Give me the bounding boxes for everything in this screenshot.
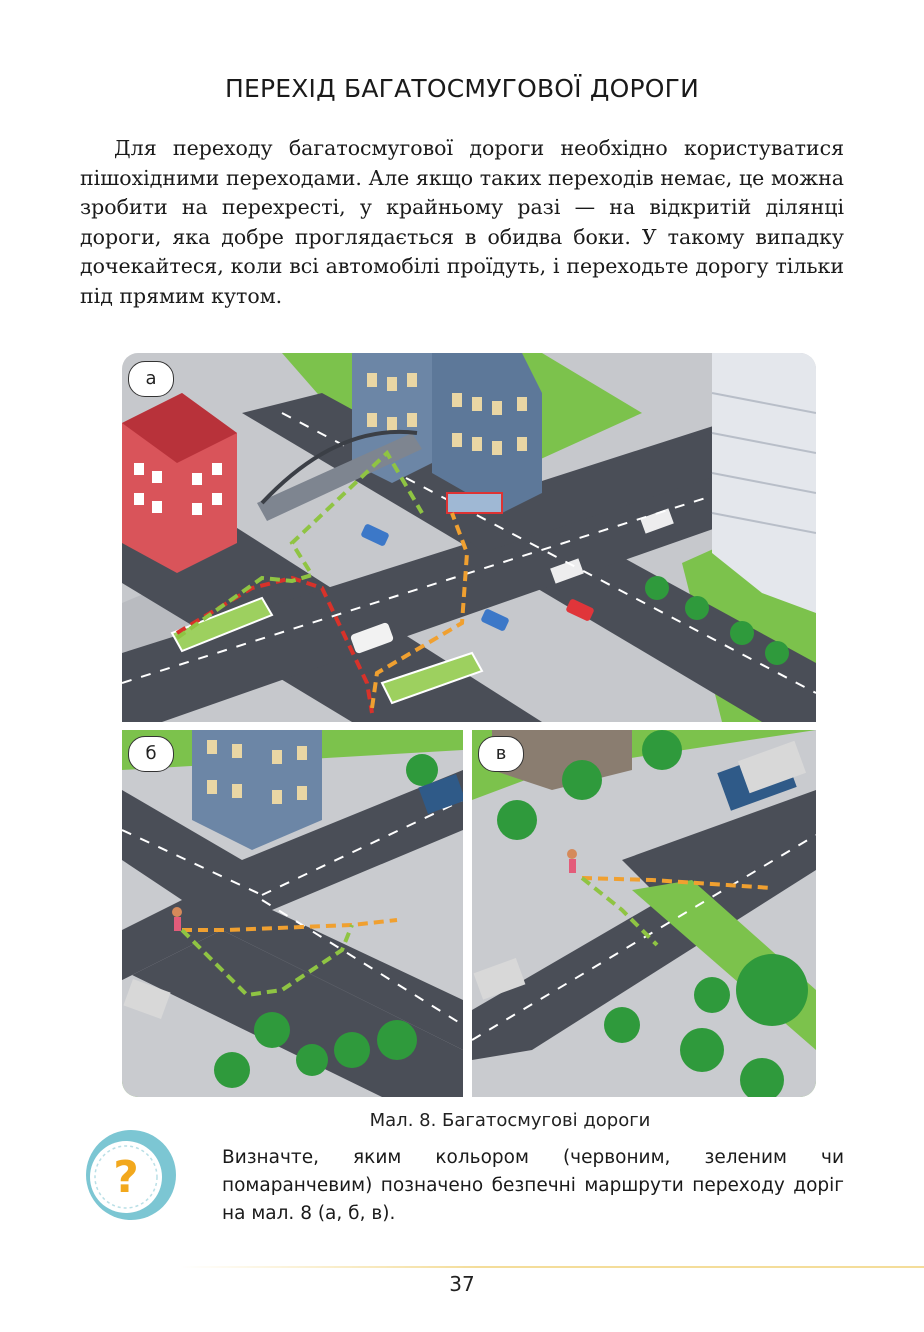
page-number: 37 (449, 1272, 475, 1296)
svg-text:?: ? (113, 1152, 139, 1203)
illustration-panel-a (122, 353, 816, 722)
page-title: ПЕРЕХІД БАГАТОСМУГОВОЇ ДОРОГИ (224, 74, 700, 103)
figure-caption: Мал. 8. Багатосмугові дороги (369, 1110, 651, 1131)
illustration-panel-c (472, 730, 816, 1097)
illustration-panel-b (122, 730, 463, 1097)
question-mark-icon (84, 1128, 178, 1222)
question-text: Визначте, яким кольором (червоним, зеленим чи помаранчевим) позначено безпечні маршрути переходу доріг на мал. 8 (а, б, в). (222, 1147, 844, 1224)
intersection-c-illustration (472, 730, 816, 1097)
intersection-b-illustration (122, 730, 463, 1097)
figure-label-a: а (128, 361, 174, 397)
figure-label-c: в (478, 736, 524, 772)
city-intersection-illustration (122, 353, 816, 722)
body-paragraph: Для переходу багатосмугової дороги необхідно користуватися пішохідними переходами. Але якщо таких переходів немає, це можна зробити на перехресті, у крайньому разі — на відкритій ділянці дороги, яка добре проглядається в обидва боки. У такому випадку дочекайтеся, коли всі автомобілі проїдуть, і переходьте дорогу тільки під прямим кутом. (80, 136, 844, 308)
figure-multilane-roads (122, 353, 816, 1097)
footer-divider (180, 1266, 924, 1268)
figure-label-b: б (128, 736, 174, 772)
